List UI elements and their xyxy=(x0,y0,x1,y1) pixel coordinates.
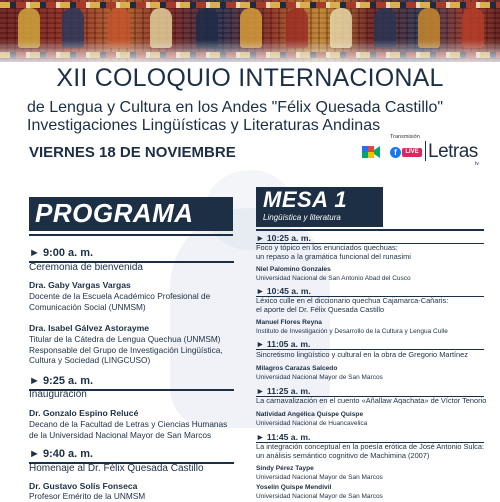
event-title: Ceremonia de bienvenida xyxy=(29,262,143,273)
event-title: Inauguración xyxy=(29,389,87,400)
speaker-role xyxy=(29,291,210,312)
talk-title-line: Foco y tópico en los enunciados quechuas: xyxy=(256,243,398,252)
event-title: Homenaje al Dr. Félix Quesada Castillo xyxy=(29,463,204,474)
mesa-banner xyxy=(256,187,383,227)
mesa-title: MESA 1 xyxy=(263,187,348,212)
video-meeting-icon xyxy=(361,142,381,162)
speaker-name: Sindy Pérez Taype xyxy=(256,465,314,472)
transmission-label: Transmisión xyxy=(390,134,420,140)
speaker-institution: Universidad Nacional Mayor de San Marcos xyxy=(256,374,383,381)
letras-logo: Letras xyxy=(428,141,478,162)
speaker-name: Milagros Carazas Salcedo xyxy=(256,365,338,372)
speaker-name: Manuel Flores Reyna xyxy=(256,319,322,326)
speaker-role-line: de la Universidad Nacional Mayor de San Marcos xyxy=(29,429,212,440)
talk-title xyxy=(256,351,468,360)
live-label: LIVE xyxy=(402,148,422,157)
speaker-institution: Universidad Nacional Mayor de San Marcos xyxy=(256,493,383,500)
subtitle-line: de Lengua y Cultura en los Andes "Félix Quesada Castillo" xyxy=(27,99,444,116)
talk-title xyxy=(256,397,486,406)
time-label: ► 10:45 a. m. xyxy=(256,286,311,296)
speaker-role xyxy=(29,419,227,440)
letras-logo-sub: tv xyxy=(475,161,479,167)
event-date: VIERNES 18 DE NOVIEMBRE xyxy=(29,144,236,161)
programa-title: PROGRAMA xyxy=(35,198,194,228)
time-label: ► 9:25 a. m. xyxy=(29,375,94,387)
speaker-role-line: Comunicación Social (UNMSM) xyxy=(29,301,146,312)
speaker-role-line: Responsable del Grupo de Investigación Lingüística, xyxy=(29,344,223,355)
talk-title-line: La carnavalización en el cuento «Añallaw Aqachata» de Víctor Tenorio xyxy=(256,396,487,405)
subtitle xyxy=(27,99,487,135)
talk-title-line: el aporte del Dr. Félix Quesada Castillo xyxy=(256,304,385,314)
speaker-role-line: Docente de la Escuela Académico Profesional de xyxy=(29,291,211,301)
talk-title-line: un análisis semántico cognitivo de Machimina (2007) xyxy=(256,450,430,460)
talk-title xyxy=(256,244,411,262)
speaker-role xyxy=(29,334,223,366)
time-label: ► 11:25 a. m. xyxy=(256,386,311,396)
talk-title-line: un repaso a la gramática funcional del runasimi xyxy=(256,251,411,261)
mesa-subtitle: Lingüística y literatura xyxy=(263,213,341,222)
talk-title xyxy=(256,443,484,461)
textile-fade xyxy=(0,40,500,62)
time-label: ► 11:45 a. m. xyxy=(256,432,311,442)
speaker-role-line: Decano de la Facultad de Letras y Ciencias Humanas xyxy=(29,419,228,429)
facebook-icon: f xyxy=(390,147,401,158)
speaker-name: Yoselin Quispe Mendivil xyxy=(256,484,332,491)
speaker-name: Dr. Gustavo Solís Fonseca xyxy=(29,481,138,491)
divider xyxy=(425,141,426,161)
speaker-name: Dra. Isabel Gálvez Astorayme xyxy=(29,323,150,333)
speaker-role-line: Titular de la Cátedra de Lengua Quechua (UNMSM) xyxy=(29,334,221,344)
programa-underline xyxy=(29,234,233,236)
speaker-role-line: Cultura y Sociedad (LINGCUSO) xyxy=(29,355,151,366)
speaker-institution: Universidad Nacional de San Antonio Abad del Cusco xyxy=(256,275,411,282)
talk-title-line: Léxico culle en el diccionario quechua Cajamarca-Cañaris: xyxy=(256,296,449,305)
talk-title-line: La integración conceptual en la poesía erótica de José Antonio Sulca: xyxy=(256,442,485,451)
time-label: ► 11:05 a. m. xyxy=(256,339,311,349)
speaker-name: Dra. Gaby Vargas Vargas xyxy=(29,280,131,290)
talk-title xyxy=(256,297,448,315)
time-label: ► 10:25 a. m. xyxy=(256,233,311,243)
speaker-role-line: Profesor Emérito de la UNMSM xyxy=(29,491,146,501)
speaker-name: Niel Palomino Gonzales xyxy=(256,266,331,273)
facebook-live-badge xyxy=(390,147,424,158)
speaker-name: Natividad Angélica Quispe Quispe xyxy=(256,411,364,418)
programa-banner xyxy=(29,197,233,231)
page-title: XII COLOQUIO INTERNACIONAL xyxy=(56,64,444,92)
mesa-underline xyxy=(256,229,484,231)
time-label: ► 9:40 a. m. xyxy=(29,448,94,460)
speaker-name: Dr. Gonzalo Espino Relucé xyxy=(29,408,139,418)
time-label: ► 9:00 a. m. xyxy=(29,247,94,259)
speaker-institution: Instituto de Investigación y Desarrollo de la Cultura y Lengua Culle xyxy=(256,328,448,335)
speaker-role xyxy=(29,491,145,502)
speaker-institution: Universidad Nacional Mayor de San Marcos xyxy=(256,474,383,481)
subtitle-line: Investigaciones Lingüísticas y Literaturas Andinas xyxy=(27,117,381,134)
textile-header-image xyxy=(0,0,500,62)
speaker-institution: Universidad Nacional de Huancavelica xyxy=(256,420,368,427)
talk-title-line: Sincretismo lingüístico y cultural en la obra de Gregorio Martínez xyxy=(256,350,468,359)
